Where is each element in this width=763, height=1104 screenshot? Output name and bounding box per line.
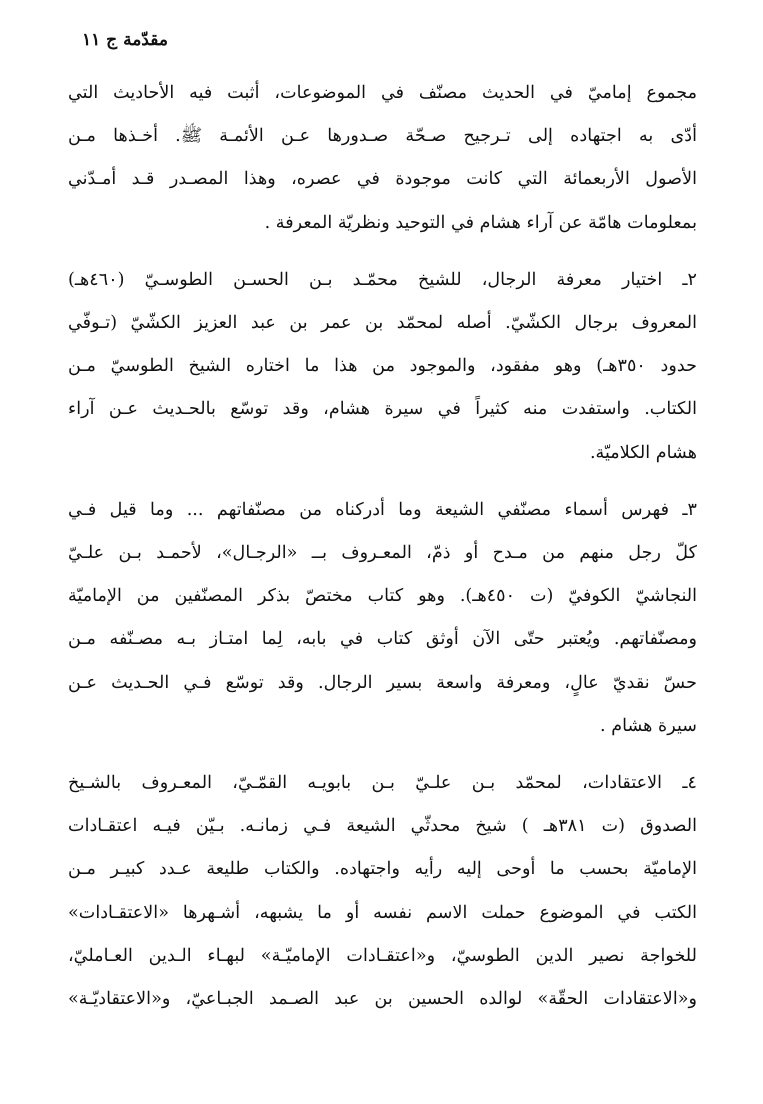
body-text — [68, 72, 697, 1021]
text-line: النجاشيّ الكوفيّ (ت ٤٥٠هـ). وهو كتاب مختصّ بذكر المصنّفين من الإماميّة — [68, 586, 697, 607]
text-line: حسّ نقديّ عالٍ، ومعرفة واسعة بسير الرجال. وقد توسّع فـي الحـديث عـن — [68, 672, 697, 693]
text-line: الصدوق (ت ٣٨١هـ ) شيخ محدثّي الشيعة فـي زمانـه. بـيّن فيـه اعتقـادات — [68, 816, 697, 837]
text-line: سيرة هشام . — [600, 715, 697, 736]
text-line: ٢ـ اختيار معرفة الرجال، للشيخ محمّـد بـن الحسـن الطوسـيّ (٤٦٠هـ) — [68, 269, 697, 290]
paragraph-item-2 — [68, 259, 697, 475]
text-line: بمعلومات هامّة عن آراء هشام في التوحيد ونظريّة المعرفة . — [264, 212, 697, 233]
text-line: ٤ـ الاعتقادات، لمحمّد بـن علـيّ بـن بابويـه القمّـيّ، المعـروف بالشـيخ — [68, 773, 697, 794]
text-line: ومصنّفاتهم. ويُعتبر حتّى الآن أوثق كتاب في بابه، لِما امتـاز بـه مصـنّفه مـن — [68, 629, 697, 650]
text-line: المعروف برجال الكشّيّ. أصله لمحمّد بن عمر بن عبد العزيز الكشّيّ (تـوفّي — [68, 313, 697, 334]
text-line: الإماميّة بحسب ما أوحى إليه رأيه واجتهاده. والكتاب طليعة عـدد كبيـر مـن — [68, 859, 697, 880]
text-line: هشام الكلاميّة. — [589, 442, 697, 463]
running-title: مقدّمة ج ١١ — [82, 30, 168, 50]
text-line: للخواجة نصير الدين الطوسيّ، و«اعتقـادات الإماميّـة» لبهـاء الـدين العـامليّ، — [68, 945, 697, 966]
text-line: الكتب في الموضوع حملت الاسم نفسه أو ما يشبهه، أشـهرها «الاعتقـادات» — [68, 902, 697, 923]
text-line: كلّ رجل منهم من مـدح أو ذمّ، المعـروف بــ «الرجـال»، لأحمـد بـن علـيّ — [68, 543, 697, 564]
text-line: مجموع إماميّ في الحديث مصنّف في الموضوعات، أثبت فيه الأحاديث التي — [68, 83, 697, 103]
text-line: أدّى به اجتهاده إلى تـرجيح صـحّة صـدورها عـن الأئمـة ﷺ. أخـذها مـن — [68, 126, 697, 147]
paragraph-item-4 — [68, 762, 697, 1021]
text-line: حدود ٣٥٠هـ) وهو مفقود، والموجود من هذا ما اختاره الشيخ الطوسيّ مـن — [68, 356, 697, 377]
text-line: الكتاب. واستفدت منه كثيراً في سيرة هشام، وقد توسّع بالحـديث عـن آراء — [68, 399, 697, 420]
text-line: الأصول الأربعمائة التي كانت موجودة في عصره، وهذا المصـدر قـد أمـدّني — [68, 169, 697, 190]
text-line: ٣ـ فهرس أسماء مصنّفي الشيعة وما أدركناه من مصنّفاتهم ... وما قيل فـي — [68, 499, 697, 520]
paragraph-intro — [68, 72, 697, 245]
running-header — [0, 26, 763, 62]
paragraph-item-3 — [68, 489, 697, 748]
text-line: و«الاعتقادات الحقّة» لوالده الحسين بن عبد الصـمد الجبـاعيّ، و«الاعتقاديّـة» — [68, 989, 697, 1010]
